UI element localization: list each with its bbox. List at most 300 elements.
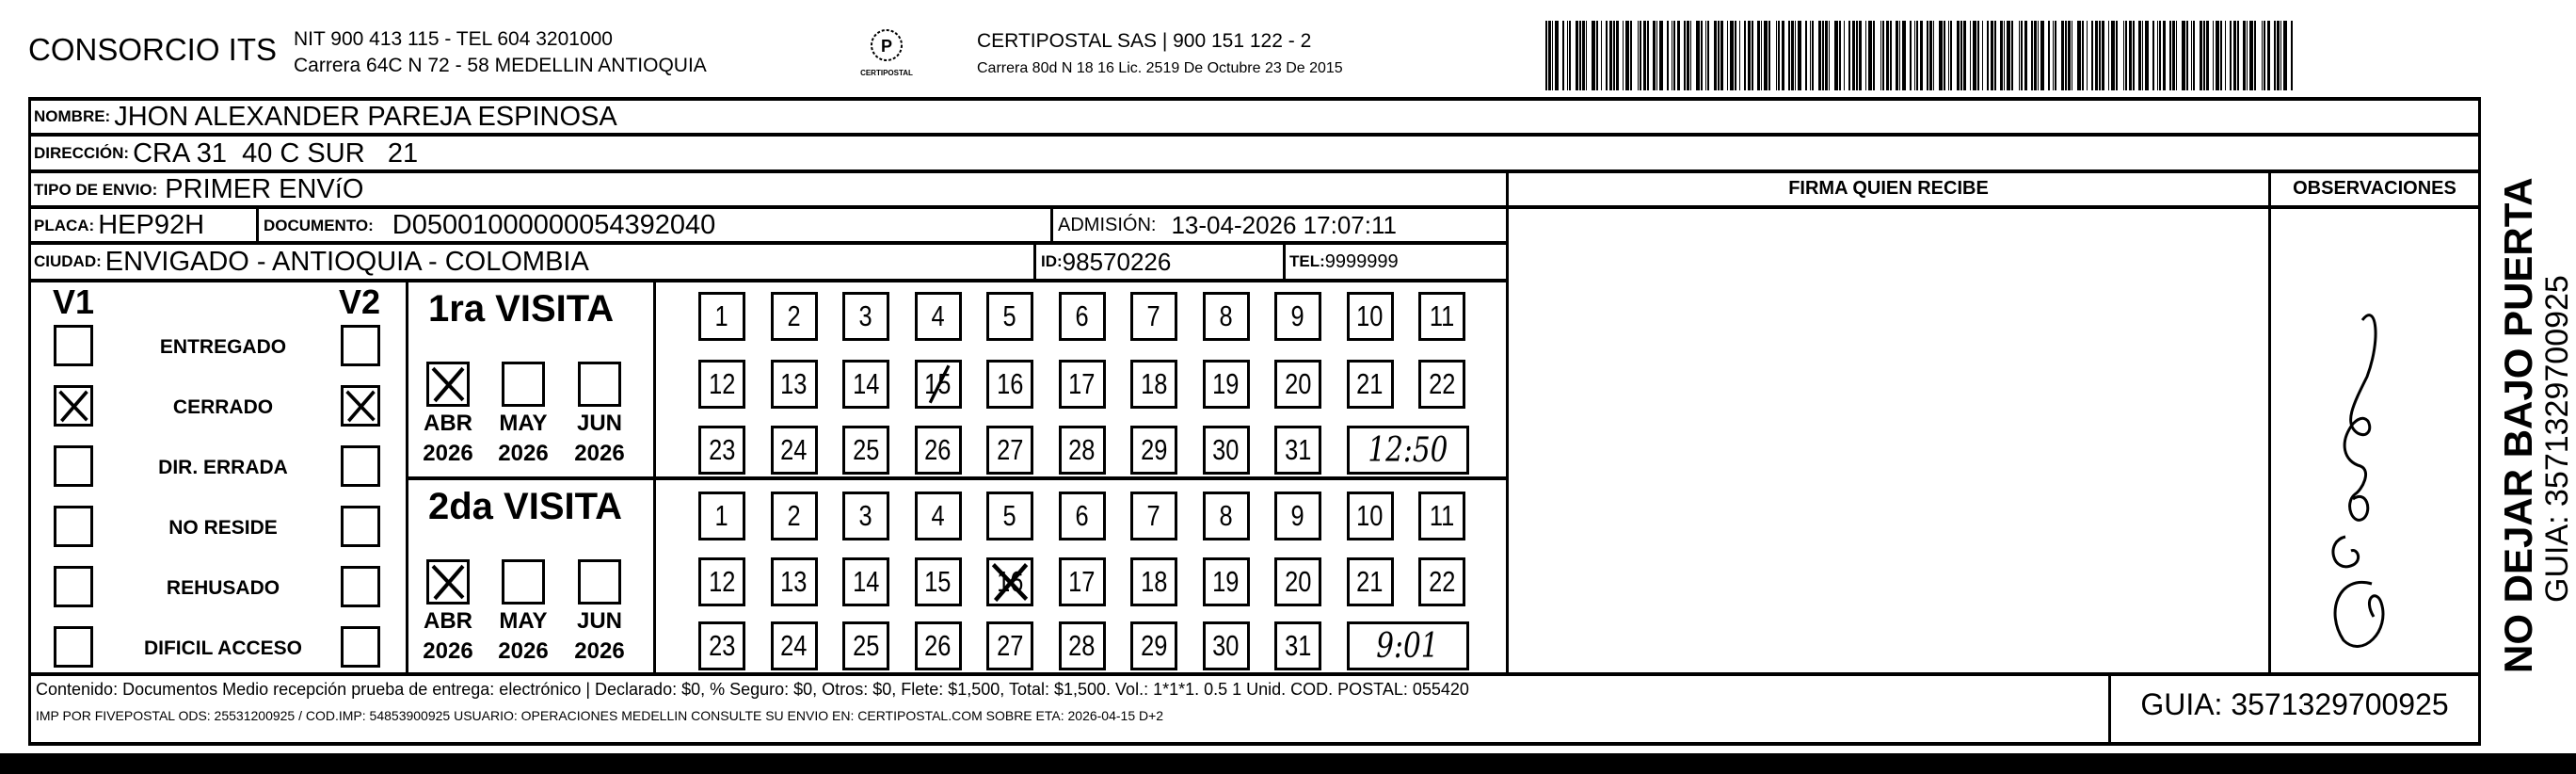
day-number: 17 — [1068, 367, 1096, 400]
logo-icon — [868, 26, 905, 64]
month-label: JUN — [576, 411, 622, 436]
nombre-value: JHON ALEXANDER PAREJA ESPINOSA — [114, 101, 617, 132]
day-box[interactable] — [1059, 557, 1106, 606]
barcode-bar — [1768, 21, 1770, 90]
recipient-signature — [2287, 301, 2456, 659]
month-checkbox[interactable] — [426, 559, 470, 605]
day-box[interactable] — [915, 426, 962, 475]
barcode-bar — [2182, 21, 2185, 90]
barcode-bar — [2068, 21, 2071, 90]
barcode-bar — [1948, 21, 1949, 90]
day-box[interactable] — [1130, 426, 1177, 475]
handwritten-time: 9:01 — [1376, 626, 1439, 666]
barcode-bar — [1705, 21, 1706, 90]
barcode-bar — [2267, 21, 2270, 90]
day-box[interactable] — [986, 292, 1033, 341]
svg-text:P: P — [880, 37, 893, 56]
barcode-bar — [1795, 21, 1796, 90]
day-number: 21 — [1356, 565, 1384, 598]
day-box[interactable] — [1274, 557, 1321, 606]
v1-checkbox-3[interactable] — [54, 506, 93, 547]
status-label: CERRADO — [172, 396, 274, 418]
day-number: 24 — [780, 433, 808, 466]
day-box[interactable] — [986, 621, 1033, 670]
v1-checkbox-0[interactable] — [54, 325, 93, 366]
day-number: 14 — [852, 565, 880, 598]
day-number: 30 — [1212, 629, 1240, 662]
day-box[interactable] — [771, 292, 818, 341]
v2-checkbox-5[interactable] — [341, 626, 380, 668]
v1-checkbox-5[interactable] — [54, 626, 93, 668]
day-box[interactable] — [698, 621, 745, 670]
day-box[interactable] — [1203, 621, 1250, 670]
barcode-bar — [1667, 21, 1669, 90]
barcode-bar — [1687, 21, 1689, 90]
barcode-bar — [1586, 21, 1587, 90]
month-checkbox[interactable] — [578, 362, 621, 407]
divider — [1283, 241, 1286, 281]
barcode-bar — [1982, 21, 1983, 90]
barcode-bar — [1630, 21, 1632, 90]
barcode-bar — [1991, 21, 1993, 90]
divider — [1033, 241, 1036, 281]
day-box[interactable] — [986, 426, 1033, 475]
day-number: 7 — [1146, 499, 1161, 532]
barcode-bar — [2233, 21, 2236, 90]
barcode-bar — [1690, 21, 1691, 90]
x-mark-icon — [429, 364, 467, 404]
month-label: ABR — [424, 411, 472, 436]
barcode-bar — [2004, 21, 2005, 90]
divider — [28, 672, 2481, 676]
year-label: 2026 — [574, 638, 625, 664]
barcode-bar — [2249, 21, 2253, 90]
barcode-bar — [1718, 21, 1720, 90]
barcode-bar — [1882, 21, 1884, 90]
barcode-bar — [1798, 21, 1801, 90]
day-number: 6 — [1075, 499, 1089, 532]
day-number: 3 — [858, 499, 873, 532]
placa-row — [34, 208, 204, 243]
day-box[interactable] — [1130, 292, 1177, 341]
barcode-bar — [1761, 21, 1762, 90]
time-box[interactable] — [1347, 426, 1469, 475]
barcode-bar — [2225, 21, 2226, 90]
barcode-bar — [1868, 21, 1872, 90]
day-number: 4 — [931, 499, 945, 532]
day-number: 12 — [708, 565, 736, 598]
day-box[interactable] — [986, 360, 1033, 409]
footer-print-info: IMP POR FIVEPOSTAL ODS: 25531200925 / COD.IMP: 54853900925 USUARIO: OPERACIONES MEDELLIN CONSULTE SU ENVIO EN: CERTIPOSTAL.COM SOBRE ETA: 2026-04-15 D+2 — [36, 708, 1164, 723]
barcode-bar — [1647, 21, 1649, 90]
barcode-bar — [1852, 21, 1855, 90]
day-box[interactable] — [1059, 426, 1106, 475]
day-box[interactable] — [1203, 557, 1250, 606]
day-box[interactable] — [1274, 360, 1321, 409]
barcode-bar — [2000, 21, 2003, 90]
v1-checkbox-4[interactable] — [54, 566, 93, 607]
firma-header: FIRMA QUIEN RECIBE — [1788, 178, 1989, 199]
barcode-bar — [2193, 21, 2195, 90]
barcode-bar — [1950, 21, 1952, 90]
v2-checkbox-2[interactable] — [341, 445, 380, 487]
day-box[interactable] — [698, 292, 745, 341]
side-warning: NO DEJAR BAJO PUERTA — [2496, 177, 2540, 673]
barcode-bar — [2172, 21, 2175, 90]
day-number: 25 — [852, 433, 880, 466]
barcode-bar — [1739, 21, 1740, 90]
barcode-bar — [1714, 21, 1717, 90]
day-number: 22 — [1428, 367, 1456, 400]
day-box[interactable] — [771, 360, 818, 409]
barcode-bar — [1643, 21, 1646, 90]
direccion-label: DIRECCIÓN: — [34, 144, 130, 162]
day-number: 9 — [1290, 499, 1305, 532]
day-box[interactable] — [1203, 426, 1250, 475]
day-number: 11 — [1429, 499, 1455, 532]
day-box[interactable] — [771, 492, 818, 540]
barcode — [1545, 21, 2298, 90]
month-checkbox[interactable] — [502, 559, 545, 605]
day-box[interactable] — [1130, 557, 1177, 606]
barcode-bar — [1764, 21, 1768, 90]
day-box[interactable] — [915, 557, 962, 606]
divider — [256, 205, 259, 243]
form-bottom-border — [28, 742, 2481, 746]
day-box[interactable] — [842, 557, 889, 606]
divider — [406, 476, 1507, 480]
barcode-bar — [1545, 21, 1547, 90]
barcode-bar — [1720, 21, 1723, 90]
barcode-bar — [1616, 21, 1619, 90]
barcode-bar — [1977, 21, 1979, 90]
barcode-bar — [1812, 21, 1814, 90]
day-box[interactable] — [1059, 492, 1106, 540]
day-box[interactable] — [698, 426, 745, 475]
barcode-bar — [1939, 21, 1943, 90]
barcode-bar — [1638, 21, 1639, 90]
barcode-bar — [1873, 21, 1875, 90]
handwritten-time: 12:50 — [1367, 430, 1448, 470]
day-box[interactable] — [771, 426, 818, 475]
admision-value: 13-04-2026 17:07:11 — [1171, 211, 1397, 239]
v2-checkbox-4[interactable] — [341, 566, 380, 607]
day-number: 14 — [852, 367, 880, 400]
barcode-bar — [2157, 21, 2158, 90]
tipo-envio-value: PRIMER ENVíO — [165, 174, 364, 204]
day-number: 16 — [996, 367, 1024, 400]
day-box[interactable] — [1274, 621, 1321, 670]
barcode-bar — [1791, 21, 1794, 90]
day-box[interactable] — [842, 492, 889, 540]
status-label: NO RESIDE — [168, 517, 278, 539]
barcode-bar — [2102, 21, 2104, 90]
day-number: 20 — [1284, 367, 1312, 400]
day-box[interactable] — [842, 621, 889, 670]
barcode-bar — [2129, 21, 2132, 90]
barcode-bar — [1896, 21, 1898, 90]
day-number: 18 — [1140, 367, 1168, 400]
barcode-bar — [1606, 21, 1608, 90]
day-number: 2 — [787, 299, 801, 332]
barcode-bar — [1859, 21, 1862, 90]
barcode-bar — [2138, 21, 2141, 90]
tel-label: TEL: — [1289, 252, 1325, 270]
barcode-bar — [1778, 21, 1780, 90]
barcode-bar — [2145, 21, 2149, 90]
barcode-bar — [1776, 21, 1777, 90]
side-guia: GUIA: 3571329700925 — [2539, 275, 2575, 603]
carrier-info: CERTIPOSTAL SAS | 900 151 122 - 2 — [977, 30, 1312, 52]
day-number: 6 — [1075, 299, 1089, 332]
day-box[interactable] — [915, 360, 962, 409]
barcode-bar — [1582, 21, 1585, 90]
day-number: 21 — [1356, 367, 1384, 400]
barcode-bar — [1592, 21, 1595, 90]
day-box[interactable] — [1347, 360, 1394, 409]
day-box[interactable] — [1347, 557, 1394, 606]
barcode-bar — [2053, 21, 2054, 90]
day-number: 16 — [996, 565, 1024, 598]
barcode-bar — [2247, 21, 2248, 90]
day-number: 30 — [1212, 433, 1240, 466]
nombre-row — [34, 99, 617, 135]
barcode-bar — [1822, 21, 1824, 90]
barcode-bar — [2152, 21, 2154, 90]
day-box[interactable] — [771, 557, 818, 606]
barcode-bar — [1880, 21, 1881, 90]
day-number: 23 — [708, 629, 736, 662]
barcode-bar — [2216, 21, 2219, 90]
carrier-license: Carrera 80d N 18 16 Lic. 2519 De Octubre 23 De 2015 — [977, 60, 1343, 76]
day-box[interactable] — [1130, 621, 1177, 670]
barcode-bar — [2065, 21, 2067, 90]
day-number: 10 — [1356, 499, 1384, 532]
day-box[interactable] — [771, 621, 818, 670]
barcode-bar — [2116, 21, 2118, 90]
barcode-bar — [2011, 21, 2013, 90]
day-box[interactable] — [1418, 492, 1465, 540]
day-box[interactable] — [1274, 426, 1321, 475]
barcode-bar — [1973, 21, 1976, 90]
day-box[interactable] — [915, 492, 962, 540]
barcode-bar — [2186, 21, 2188, 90]
barcode-bar — [1788, 21, 1790, 90]
barcode-bar — [1914, 21, 1915, 90]
day-box[interactable] — [842, 292, 889, 341]
day-box[interactable] — [1059, 360, 1106, 409]
barcode-bar — [1579, 21, 1581, 90]
month-checkbox[interactable] — [502, 362, 545, 407]
day-number: 26 — [924, 629, 952, 662]
barcode-bar — [1562, 21, 1564, 90]
barcode-bar — [2237, 21, 2239, 90]
day-number: 19 — [1212, 367, 1240, 400]
barcode-bar — [2220, 21, 2222, 90]
form-right-border — [2478, 97, 2481, 746]
day-number: 19 — [1212, 565, 1240, 598]
barcode-bar — [2213, 21, 2214, 90]
documento-field — [264, 208, 715, 243]
day-box[interactable] — [842, 426, 889, 475]
barcode-bar — [1757, 21, 1760, 90]
tel-field — [1289, 244, 1399, 280]
month-checkbox[interactable] — [426, 362, 470, 407]
company-name: CONSORCIO ITS — [28, 32, 278, 67]
month-checkbox[interactable] — [578, 559, 621, 605]
v2-checkbox-0[interactable] — [341, 325, 380, 366]
month-label: MAY — [499, 411, 548, 436]
barcode-bar — [1640, 21, 1641, 90]
day-number: 11 — [1429, 299, 1455, 332]
day-number: 22 — [1428, 565, 1456, 598]
day-box[interactable] — [1203, 360, 1250, 409]
v1-checkbox-1[interactable] — [54, 385, 93, 427]
barcode-bar — [1927, 21, 1928, 90]
barcode-bar — [2048, 21, 2050, 90]
day-number: 13 — [780, 565, 808, 598]
barcode-bar — [1569, 21, 1571, 90]
day-number: 15 — [924, 565, 952, 598]
day-number: 8 — [1219, 499, 1233, 532]
barcode-bar — [1834, 21, 1838, 90]
barcode-bar — [1920, 21, 1923, 90]
company-address: Carrera 64C N 72 - 58 MEDELLIN ANTIOQUIA — [294, 55, 707, 76]
nombre-label: NOMBRE: — [34, 107, 111, 125]
day-box[interactable] — [1059, 292, 1106, 341]
v1-checkbox-2[interactable] — [54, 445, 93, 487]
day-box[interactable] — [1130, 492, 1177, 540]
day-box[interactable] — [1347, 492, 1394, 540]
visit-title: 1ra VISITA — [428, 288, 615, 330]
day-box[interactable] — [1418, 292, 1465, 341]
barcode-bar — [2203, 21, 2205, 90]
barcode-bar — [1613, 21, 1615, 90]
divider — [1506, 169, 1509, 674]
day-number: 28 — [1068, 433, 1096, 466]
day-box[interactable] — [842, 360, 889, 409]
barcode-bar — [2040, 21, 2044, 90]
day-number: 18 — [1140, 565, 1168, 598]
day-number: 26 — [924, 433, 952, 466]
barcode-bar — [2031, 21, 2033, 90]
barcode-bar — [2038, 21, 2039, 90]
day-box[interactable] — [915, 621, 962, 670]
day-number: 28 — [1068, 629, 1096, 662]
tipo-envio-label: TIPO DE ENVIO: — [34, 180, 158, 199]
day-box[interactable] — [986, 557, 1033, 606]
v2-checkbox-3[interactable] — [341, 506, 380, 547]
form-left-border — [28, 97, 31, 746]
day-number: 20 — [1284, 565, 1312, 598]
day-box[interactable] — [986, 492, 1033, 540]
day-box[interactable] — [1274, 292, 1321, 341]
barcode-bar — [1555, 21, 1559, 90]
time-box[interactable] — [1347, 621, 1469, 670]
barcode-bar — [1899, 21, 1900, 90]
barcode-bar — [2163, 21, 2166, 90]
barcode-bar — [1916, 21, 1918, 90]
barcode-bar — [2291, 21, 2293, 90]
id-field — [1041, 244, 1171, 280]
barcode-bar — [1825, 21, 1828, 90]
barcode-bar — [1625, 21, 1629, 90]
admision-label: ADMISIÓN: — [1058, 215, 1157, 235]
month-label: ABR — [424, 608, 472, 634]
direccion-value: CRA 31 40 C SUR 21 — [133, 137, 419, 169]
year-label: 2026 — [498, 638, 549, 664]
day-number: 17 — [1068, 565, 1096, 598]
barcode-bar — [2169, 21, 2171, 90]
ciudad-label: CIUDAD: — [34, 252, 102, 270]
x-mark-icon — [56, 388, 90, 424]
day-number: 12 — [708, 367, 736, 400]
barcode-bar — [1957, 21, 1960, 90]
day-box[interactable] — [1347, 292, 1394, 341]
barcode-bar — [2077, 21, 2081, 90]
barcode-bar — [1987, 21, 1989, 90]
day-box[interactable] — [1274, 492, 1321, 540]
day-number: 1 — [714, 299, 729, 332]
barcode-bar — [2087, 21, 2088, 90]
day-box[interactable] — [1418, 360, 1465, 409]
barcode-bar — [2055, 21, 2056, 90]
barcode-bar — [1673, 21, 1675, 90]
year-label: 2026 — [498, 441, 549, 466]
v1-header: V1 — [53, 282, 95, 321]
day-box[interactable] — [1203, 492, 1250, 540]
divider — [1050, 205, 1053, 243]
v2-header: V2 — [339, 282, 381, 321]
barcode-bar — [1576, 21, 1578, 90]
barcode-bar — [1548, 21, 1551, 90]
barcode-bar — [1856, 21, 1858, 90]
barcode-bar — [1659, 21, 1663, 90]
barcode-bar — [1970, 21, 1971, 90]
day-box[interactable] — [698, 492, 745, 540]
day-box[interactable] — [915, 292, 962, 341]
divider — [1508, 205, 2479, 209]
day-number: 7 — [1146, 299, 1161, 332]
month-label: MAY — [499, 608, 548, 634]
barcode-bar — [2034, 21, 2037, 90]
barcode-bar — [1902, 21, 1906, 90]
barcode-bar — [1684, 21, 1686, 90]
year-label: 2026 — [423, 638, 473, 664]
day-box[interactable] — [698, 557, 745, 606]
barcode-bar — [1848, 21, 1850, 90]
day-box[interactable] — [698, 360, 745, 409]
barcode-bar — [1886, 21, 1889, 90]
observaciones-header: OBSERVACIONES — [2293, 178, 2456, 199]
barcode-bar — [2082, 21, 2084, 90]
day-box[interactable] — [1130, 360, 1177, 409]
barcode-bar — [1994, 21, 1996, 90]
day-box[interactable] — [1203, 292, 1250, 341]
scan-edge-band — [0, 753, 2576, 774]
status-label: DIFICIL ACCESO — [143, 637, 302, 659]
barcode-bar — [2123, 21, 2124, 90]
barcode-bar — [2243, 21, 2246, 90]
day-box[interactable] — [1418, 557, 1465, 606]
day-box[interactable] — [1059, 621, 1106, 670]
day-number: 9 — [1290, 299, 1305, 332]
barcode-bar — [2206, 21, 2209, 90]
placa-value: HEP92H — [98, 210, 205, 240]
v2-checkbox-1[interactable] — [341, 385, 380, 427]
barcode-bar — [1596, 21, 1598, 90]
x-mark-icon — [429, 562, 467, 602]
